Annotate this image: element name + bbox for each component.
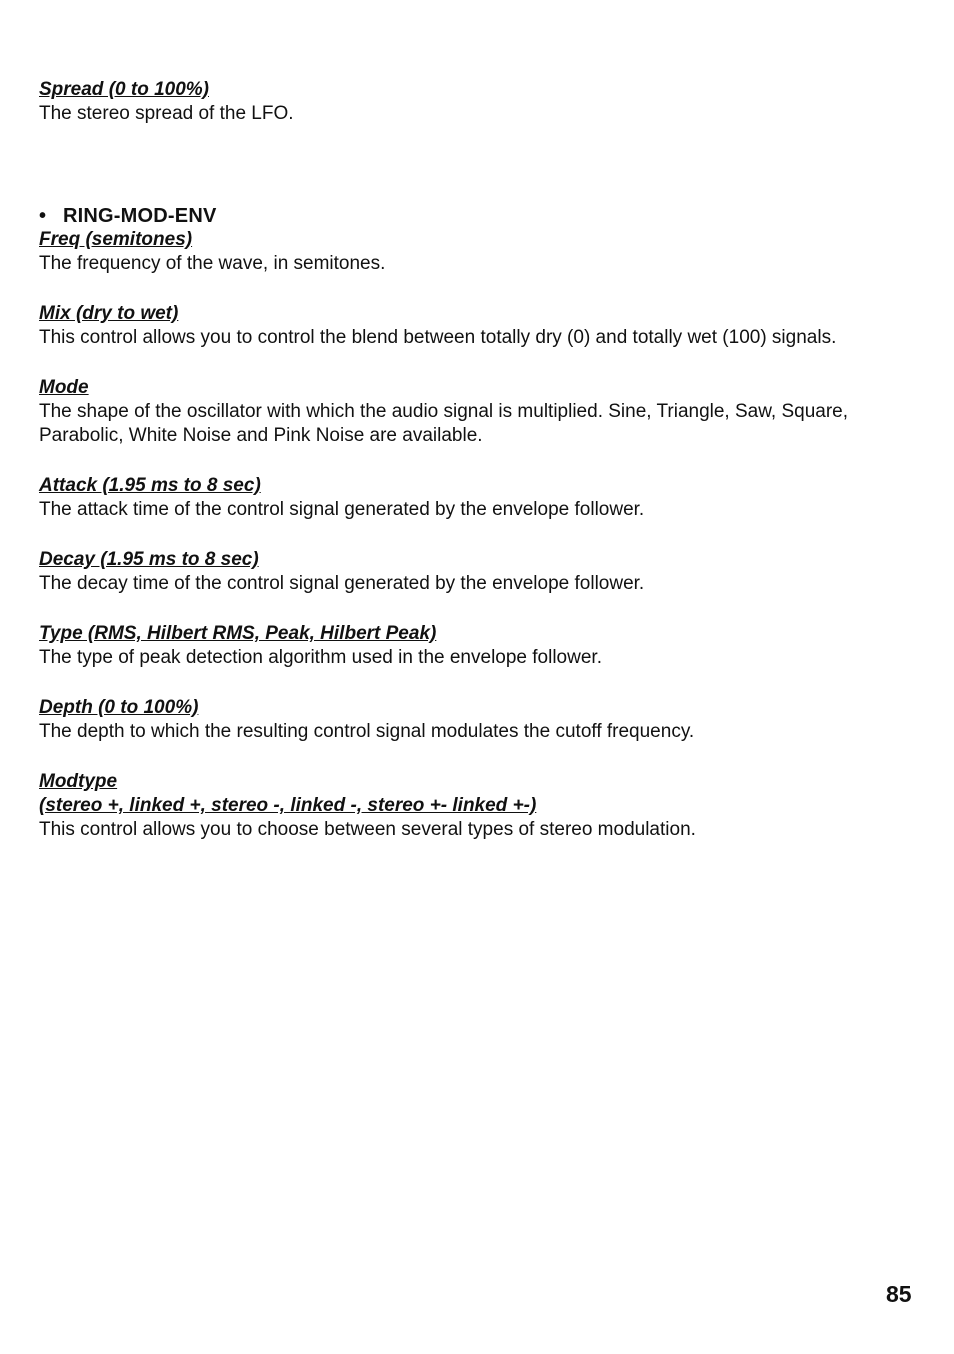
section-gap: [39, 152, 919, 204]
page-number: 85: [886, 1281, 912, 1307]
param-description: The frequency of the wave, in semitones.: [39, 253, 386, 274]
param-description: The stereo spread of the LFO.: [39, 103, 294, 124]
param-title: Type (RMS, Hilbert RMS, Peak, Hilbert Peak): [39, 623, 437, 644]
param-title: Decay (1.95 ms to 8 sec): [39, 549, 259, 570]
param-depth: [39, 696, 919, 744]
page-content: [39, 78, 919, 868]
param-title: Attack (1.95 ms to 8 sec): [39, 475, 261, 496]
param-decay: [39, 548, 919, 596]
param-title: Mode: [39, 377, 89, 398]
section-ring-mod-env: [39, 204, 919, 842]
bullet-icon: •: [39, 205, 47, 227]
param-description: This control allows you to control the blend between totally dry (0) and totally wet (100) signals.: [39, 327, 837, 348]
param-title: Freq (semitones): [39, 229, 193, 250]
param-freq: [39, 228, 919, 276]
param-title-options: (stereo +, linked +, stereo -, linked -, stereo +- linked +-): [39, 795, 537, 816]
param-type: [39, 622, 919, 670]
param-description: The depth to which the resulting control signal modulates the cutoff frequency.: [39, 721, 695, 742]
param-title: Depth (0 to 100%): [39, 697, 199, 718]
section-heading-text: RING-MOD-ENV: [63, 205, 217, 227]
param-attack: [39, 474, 919, 522]
param-description: The attack time of the control signal generated by the envelope follower.: [39, 499, 645, 520]
param-title: Spread (0 to 100%): [39, 79, 209, 100]
section-heading: [39, 204, 919, 228]
param-title: Modtype: [39, 771, 118, 792]
param-description: The decay time of the control signal generated by the envelope follower.: [39, 573, 645, 594]
param-title: Mix (dry to wet): [39, 303, 179, 324]
param-modtype: [39, 770, 919, 842]
param-mode: [39, 376, 919, 448]
param-spread: [39, 78, 919, 126]
param-description: The type of peak detection algorithm used in the envelope follower.: [39, 647, 602, 668]
param-description: The shape of the oscillator with which the audio signal is multiplied. Sine, Triangle, Saw, Square, Parabolic, White Noise and Pink Noise are available.: [39, 401, 849, 446]
param-mix: [39, 302, 919, 350]
param-description: This control allows you to choose between several types of stereo modulation.: [39, 819, 696, 840]
